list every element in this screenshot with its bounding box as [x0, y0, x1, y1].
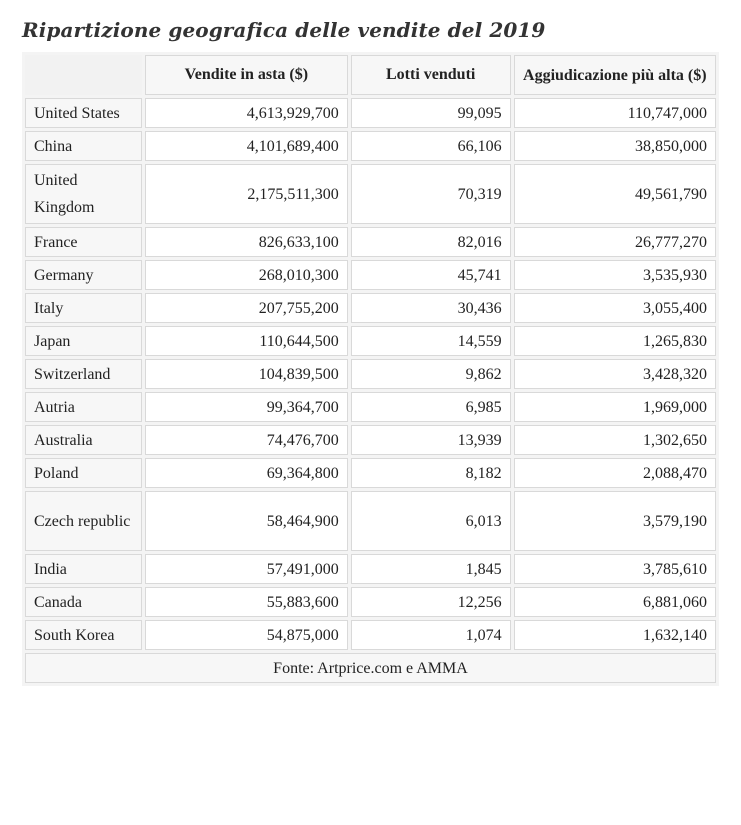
sales-cell: 57,491,000	[145, 554, 348, 584]
sales-cell: 2,175,511,300	[145, 164, 348, 224]
top-bid-cell: 26,777,270	[514, 227, 716, 257]
lots-cell: 66,106	[351, 131, 511, 161]
table-row	[25, 98, 716, 128]
table-row	[25, 392, 716, 422]
header-top-bid: Aggiudicazione più alta ($)	[514, 55, 716, 95]
top-bid-cell: 1,632,140	[514, 620, 716, 650]
table-row	[25, 425, 716, 455]
sales-cell: 69,364,800	[145, 458, 348, 488]
top-bid-cell: 3,785,610	[514, 554, 716, 584]
country-cell: Poland	[25, 458, 142, 488]
header-lots: Lotti venduti	[351, 55, 511, 95]
country-cell: Italy	[25, 293, 142, 323]
lots-cell: 9,862	[351, 359, 511, 389]
lots-cell: 13,939	[351, 425, 511, 455]
sales-table	[22, 52, 719, 686]
header-country	[25, 55, 142, 95]
country-cell: Switzerland	[25, 359, 142, 389]
table-row	[25, 131, 716, 161]
sales-cell: 268,010,300	[145, 260, 348, 290]
country-cell: France	[25, 227, 142, 257]
sales-cell: 58,464,900	[145, 491, 348, 551]
country-cell: Japan	[25, 326, 142, 356]
lots-cell: 1,845	[351, 554, 511, 584]
top-bid-cell: 38,850,000	[514, 131, 716, 161]
table-row	[25, 491, 716, 551]
table-row	[25, 293, 716, 323]
table-row	[25, 260, 716, 290]
source-row	[25, 653, 716, 683]
top-bid-cell: 1,969,000	[514, 392, 716, 422]
lots-cell: 8,182	[351, 458, 511, 488]
country-cell: South Korea	[25, 620, 142, 650]
country-cell: Czech republic	[25, 491, 142, 551]
lots-cell: 70,319	[351, 164, 511, 224]
country-cell: Australia	[25, 425, 142, 455]
top-bid-cell: 3,428,320	[514, 359, 716, 389]
table-row	[25, 227, 716, 257]
sales-cell: 110,644,500	[145, 326, 348, 356]
top-bid-cell: 1,302,650	[514, 425, 716, 455]
top-bid-cell: 3,579,190	[514, 491, 716, 551]
sales-cell: 4,101,689,400	[145, 131, 348, 161]
sales-cell: 826,633,100	[145, 227, 348, 257]
country-cell: Germany	[25, 260, 142, 290]
lots-cell: 99,095	[351, 98, 511, 128]
page-title: Ripartizione geografica delle vendite del 2019	[22, 18, 546, 42]
country-cell: Canada	[25, 587, 142, 617]
table-row	[25, 587, 716, 617]
top-bid-cell: 110,747,000	[514, 98, 716, 128]
sales-cell: 4,613,929,700	[145, 98, 348, 128]
lots-cell: 45,741	[351, 260, 511, 290]
top-bid-cell: 49,561,790	[514, 164, 716, 224]
lots-cell: 12,256	[351, 587, 511, 617]
country-cell: United States	[25, 98, 142, 128]
table-row	[25, 554, 716, 584]
lots-cell: 82,016	[351, 227, 511, 257]
country-cell: United Kingdom	[25, 164, 142, 224]
country-cell: Autria	[25, 392, 142, 422]
lots-cell: 1,074	[351, 620, 511, 650]
top-bid-cell: 3,535,930	[514, 260, 716, 290]
table-row	[25, 326, 716, 356]
country-cell: China	[25, 131, 142, 161]
top-bid-cell: 2,088,470	[514, 458, 716, 488]
table-row	[25, 458, 716, 488]
header-row	[25, 55, 716, 95]
country-cell: India	[25, 554, 142, 584]
lots-cell: 6,013	[351, 491, 511, 551]
lots-cell: 6,985	[351, 392, 511, 422]
lots-cell: 14,559	[351, 326, 511, 356]
lots-cell: 30,436	[351, 293, 511, 323]
top-bid-cell: 1,265,830	[514, 326, 716, 356]
header-sales: Vendite in asta ($)	[145, 55, 348, 95]
top-bid-cell: 6,881,060	[514, 587, 716, 617]
table-row	[25, 359, 716, 389]
sales-cell: 207,755,200	[145, 293, 348, 323]
sales-cell: 99,364,700	[145, 392, 348, 422]
sales-cell: 54,875,000	[145, 620, 348, 650]
sales-cell: 55,883,600	[145, 587, 348, 617]
table-row	[25, 164, 716, 224]
sales-cell: 74,476,700	[145, 425, 348, 455]
table-row	[25, 620, 716, 650]
top-bid-cell: 3,055,400	[514, 293, 716, 323]
source-caption: Fonte: Artprice.com e AMMA	[25, 653, 716, 683]
sales-cell: 104,839,500	[145, 359, 348, 389]
